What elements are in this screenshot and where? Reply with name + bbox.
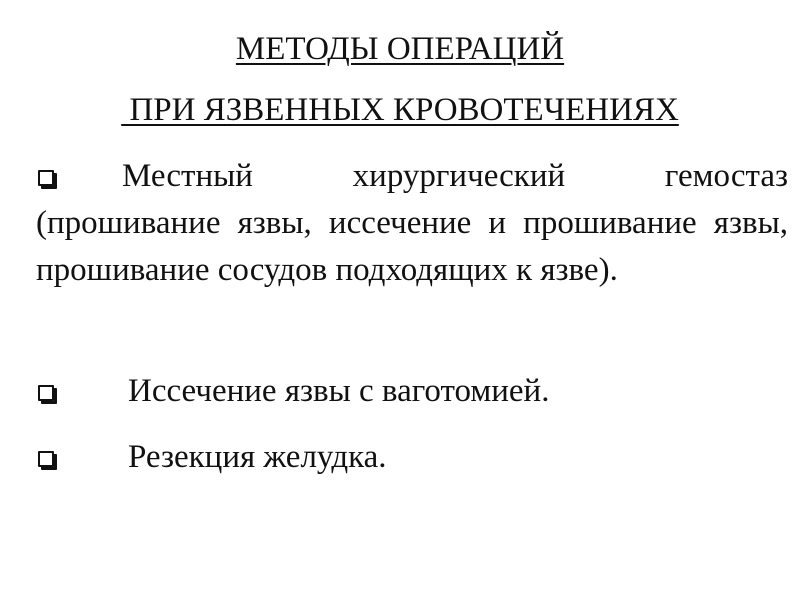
list-item-gastric-resection: Резекция желудка. xyxy=(128,439,387,475)
checkbox-square-icon xyxy=(38,451,54,467)
list-item-local-hemostasis: Местный хирургический гемостаз (прошивание язвы, иссечение и прошивание язвы, прошивание сосудов подходящих к язве). xyxy=(36,158,788,288)
slide-title-line-1: МЕТОДЫ ОПЕРАЦИЙ xyxy=(235,31,565,67)
slide-title-line-2: ПРИ ЯЗВЕННЫХ КРОВОТЕЧЕНИЯХ xyxy=(121,92,679,128)
list-item-ulcer-excision-vagotomy: Иссечение язвы с ваготомией. xyxy=(128,373,550,409)
checkbox-square-icon xyxy=(38,385,54,401)
